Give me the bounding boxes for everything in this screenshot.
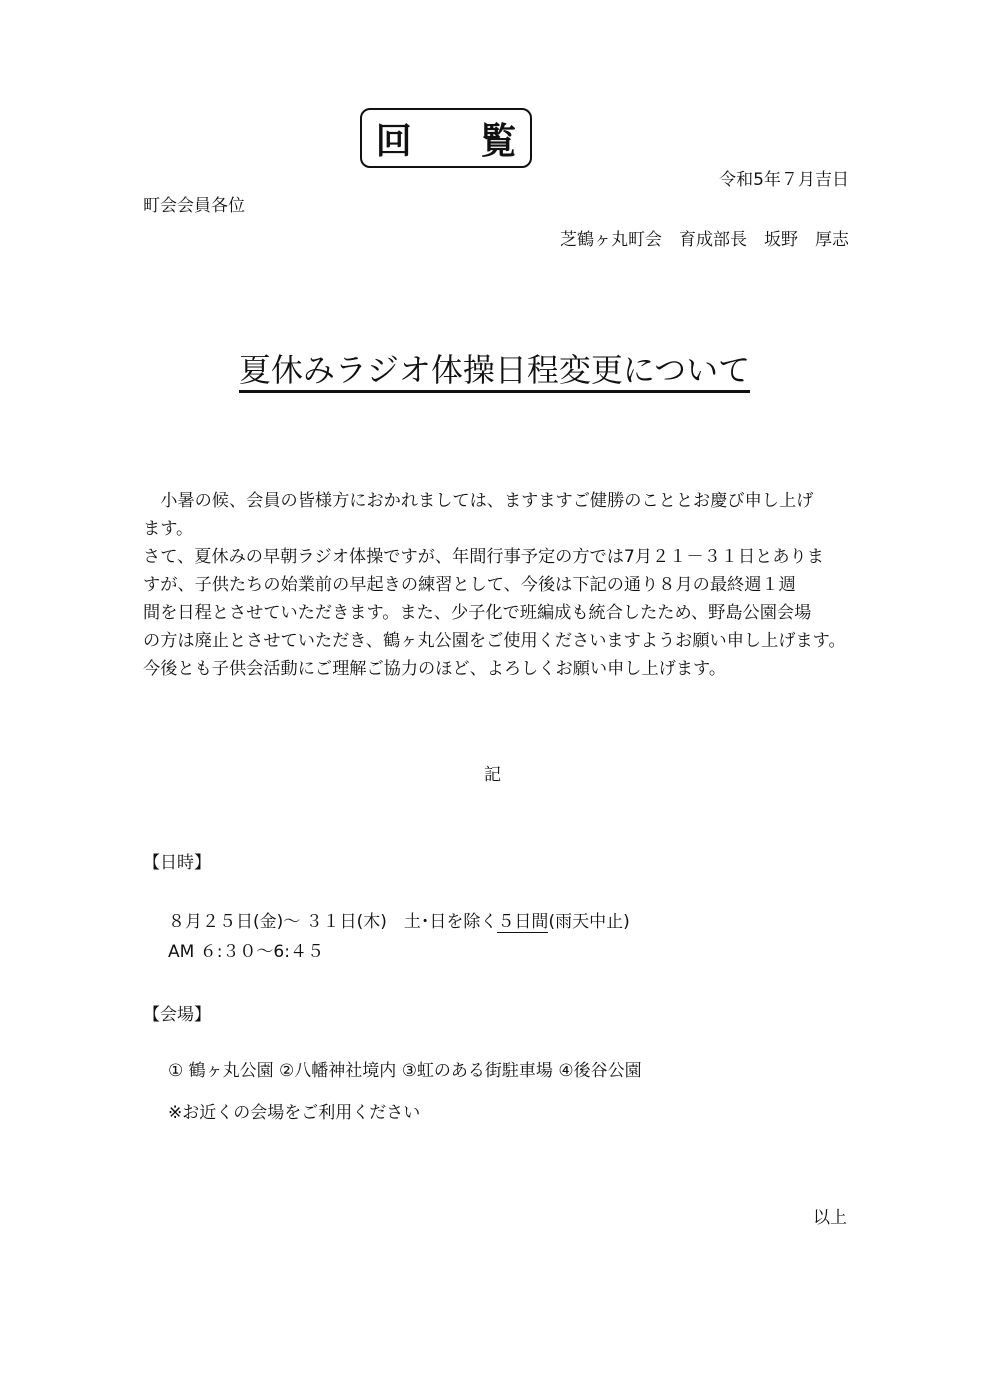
document-title bbox=[0, 345, 989, 391]
body-line: 間を日程とさせていただきます。また、少子化で班編成も統合したため、野島公園会場 bbox=[143, 603, 812, 623]
sender: 芝鶴ヶ丸町会 育成部長 坂野 厚志 bbox=[560, 230, 849, 250]
schedule-days: ５日間 bbox=[497, 912, 549, 932]
schedule-label: 【日時】 bbox=[143, 853, 211, 873]
kairan-label: 回 覧 bbox=[375, 119, 545, 162]
ki-marker: 記 bbox=[484, 765, 501, 785]
schedule-rain-note: (雨天中止) bbox=[548, 912, 630, 932]
venue-note: ※お近くの会場をご利用ください bbox=[168, 1103, 421, 1123]
body-paragraph bbox=[143, 487, 853, 683]
body-line: 小暑の候、会員の皆様方におかれましては、ますますご健勝のこととお慶び申し上げ bbox=[143, 491, 814, 511]
closing-remark: 以上 bbox=[813, 1208, 847, 1228]
issue-date: 令和5年７月吉日 bbox=[719, 170, 849, 190]
addressee: 町会会員各位 bbox=[143, 196, 245, 216]
venue-list: ① 鶴ヶ丸公園 ②八幡神社境内 ③虹のある街駐車場 ④後谷公園 bbox=[168, 1061, 642, 1081]
document-title-text: 夏休みラジオ体操日程変更について bbox=[239, 351, 750, 393]
body-line: さて、夏休みの早朝ラジオ体操ですが、年間行事予定の方では7月２１－３１日とありま bbox=[143, 547, 824, 567]
body-line: ます。 bbox=[143, 519, 194, 539]
schedule-time: AM ６:３０～6:４５ bbox=[168, 942, 324, 962]
venue-label: 【会場】 bbox=[143, 1005, 211, 1025]
body-line: の方は廃止とさせていただき、鶴ヶ丸公園をご使用くださいますようお願い申し上げます。 bbox=[143, 631, 846, 651]
kairan-stamp-box bbox=[360, 108, 545, 168]
body-line: すが、子供たちの始業前の早起きの練習として、今後は下記の通り８月の最終週１週 bbox=[143, 575, 796, 595]
schedule-dates: ８月２５日(金)～ ３１日(木) 土･日を除く bbox=[168, 912, 498, 932]
schedule-date-range bbox=[168, 907, 630, 932]
body-line: 今後とも子供会活動にご理解ご協力のほど、よろしくお願い申し上げます。 bbox=[143, 659, 727, 679]
